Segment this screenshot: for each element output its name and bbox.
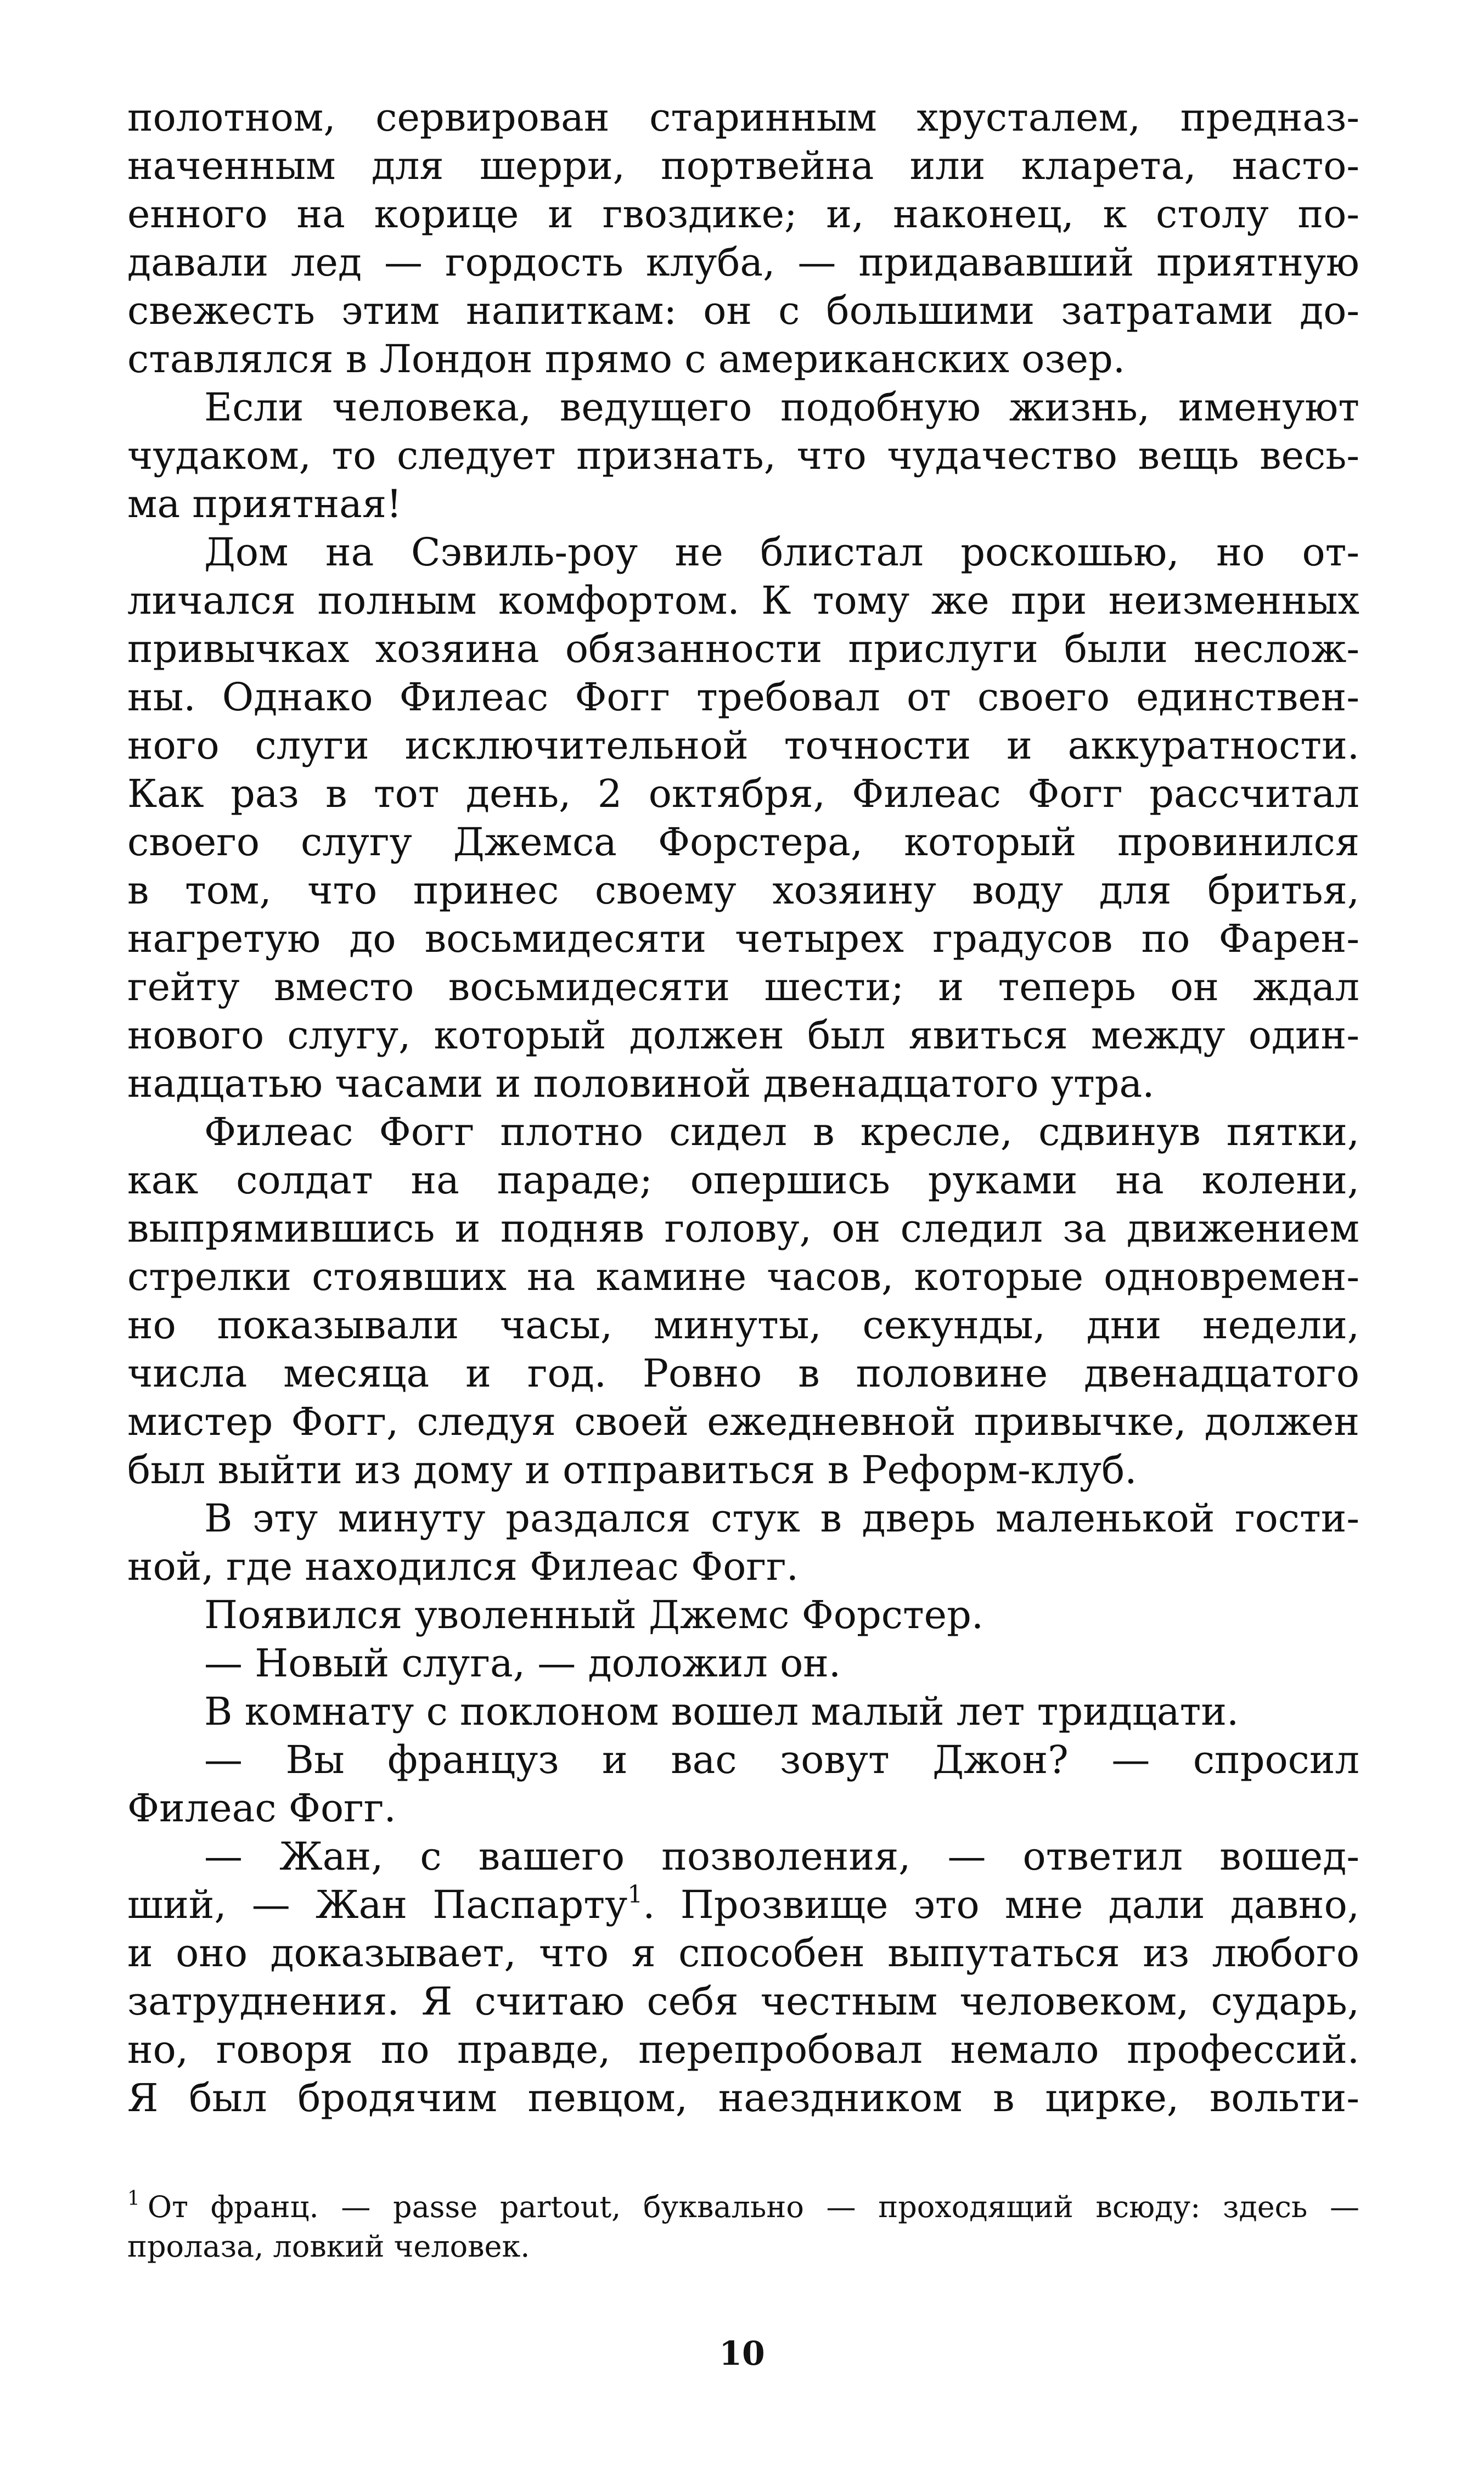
text-line: — Жан, с вашего позволения, — ответил вошед-: [204, 1834, 1359, 1879]
text-line-with-footnote: [127, 1881, 1359, 1929]
text-segment: . Прозвище это мне дали давно,: [643, 1882, 1359, 1927]
text-line: но показывали часы, минуты, секунды, дни недели,: [127, 1303, 1359, 1348]
page-number: 10: [719, 2335, 765, 2373]
text-line: выпрямившись и подняв голову, он следил за движением: [127, 1206, 1359, 1251]
text-line: Филеас Фогг плотно сидел в кресле, сдвинув пятки,: [204, 1109, 1359, 1154]
text-line: полотном, сервирован старинным хрусталем, предназ-: [127, 95, 1359, 140]
text-line: ма приятная!: [127, 481, 402, 526]
text-line: и оно доказывает, что я способен выпутаться из любого: [127, 1931, 1359, 1976]
text-line: Филеас Фогг.: [127, 1786, 396, 1831]
text-line: Если человека, ведущего подобную жизнь, именуют: [204, 385, 1359, 430]
main-text: [127, 93, 1359, 2122]
text-line: стрелки стоявших на камине часов, которые одновремен-: [127, 1254, 1359, 1299]
text-line: Как раз в тот день, 2 октября, Филеас Фогг рассчитал: [127, 771, 1359, 816]
text-line: но, говоря по правде, перепробовал немало профессий.: [127, 2027, 1359, 2072]
text-line: ставлялся в Лондон прямо с американских озер.: [127, 336, 1126, 381]
text-line: затруднения. Я считаю себя честным человеком, сударь,: [127, 1979, 1359, 2024]
text-line: Появился уволенный Джемс Форстер.: [204, 1592, 984, 1637]
footnote-line: [127, 2187, 1359, 2227]
text-line: ной, где находился Филеас Фогг.: [127, 1544, 799, 1589]
footnote-mark: 1: [127, 2187, 140, 2210]
text-line: енного на корице и гвоздике; и, наконец, к столу по-: [127, 192, 1359, 237]
text-line: Дом на Сэвиль-роу не блистал роскошью, но от-: [204, 530, 1359, 575]
text-line: свежесть этим напиткам: он с большими затратами до-: [127, 288, 1359, 333]
text-line: личался полным комфортом. К тому же при неизменных: [127, 578, 1359, 623]
text-line: как солдат на параде; опершись руками на колени,: [127, 1158, 1359, 1203]
text-line: в том, что принес своему хозяину воду для бритья,: [127, 868, 1359, 913]
text-line: числа месяца и год. Ровно в половине двенадцатого: [127, 1351, 1359, 1396]
text-line: Я был бродячим певцом, наездником в цирке, вольти-: [127, 2075, 1359, 2120]
text-segment: ший, — Жан Паспарту: [127, 1882, 628, 1927]
text-line: наченным для шерри, портвейна или кларета, насто-: [127, 143, 1359, 188]
text-line: — Новый слуга, — доложил он.: [204, 1641, 841, 1686]
text-line: В комнату с поклоном вошел малый лет тридцати.: [204, 1689, 1239, 1734]
text-line: чудаком, то следует признать, что чудачество вещь весь-: [127, 433, 1359, 478]
text-line: надцатью часами и половиной двенадцатого утра.: [127, 1061, 1155, 1106]
footnote-text: От франц. — passe partout, буквально — проходящий всюду: здесь —: [147, 2190, 1359, 2224]
text-line: своего слугу Джемса Форстера, который провинился: [127, 820, 1359, 865]
text-line: ного слуги исключительной точности и аккуратности.: [127, 723, 1359, 768]
footnote: [127, 2187, 1359, 2266]
text-line: гейту вместо восьмидесяти шести; и теперь он ждал: [127, 964, 1359, 1009]
text-line: нагретую до восьмидесяти четырех градусов по Фарен-: [127, 916, 1359, 961]
footnote-line: пролаза, ловкий человек.: [127, 2229, 530, 2264]
text-line: нового слугу, который должен был явиться между один-: [127, 1013, 1359, 1058]
footnote-reference[interactable]: 1: [627, 1881, 643, 1909]
text-line: привычках хозяина обязанности прислуги были неслож-: [127, 626, 1359, 671]
text-line: В эту минуту раздался стук в дверь маленькой гости-: [204, 1496, 1359, 1541]
text-line: давали лед — гордость клуба, — придававший приятную: [127, 240, 1359, 285]
text-line: мистер Фогг, следуя своей ежедневной привычке, должен: [127, 1399, 1359, 1444]
text-line: ны. Однако Филеас Фогг требовал от своего единствен-: [127, 675, 1359, 720]
text-line: — Вы француз и вас зовут Джон? — спросил: [204, 1737, 1359, 1782]
text-line: был выйти из дому и отправиться в Реформ-клуб.: [127, 1448, 1137, 1493]
